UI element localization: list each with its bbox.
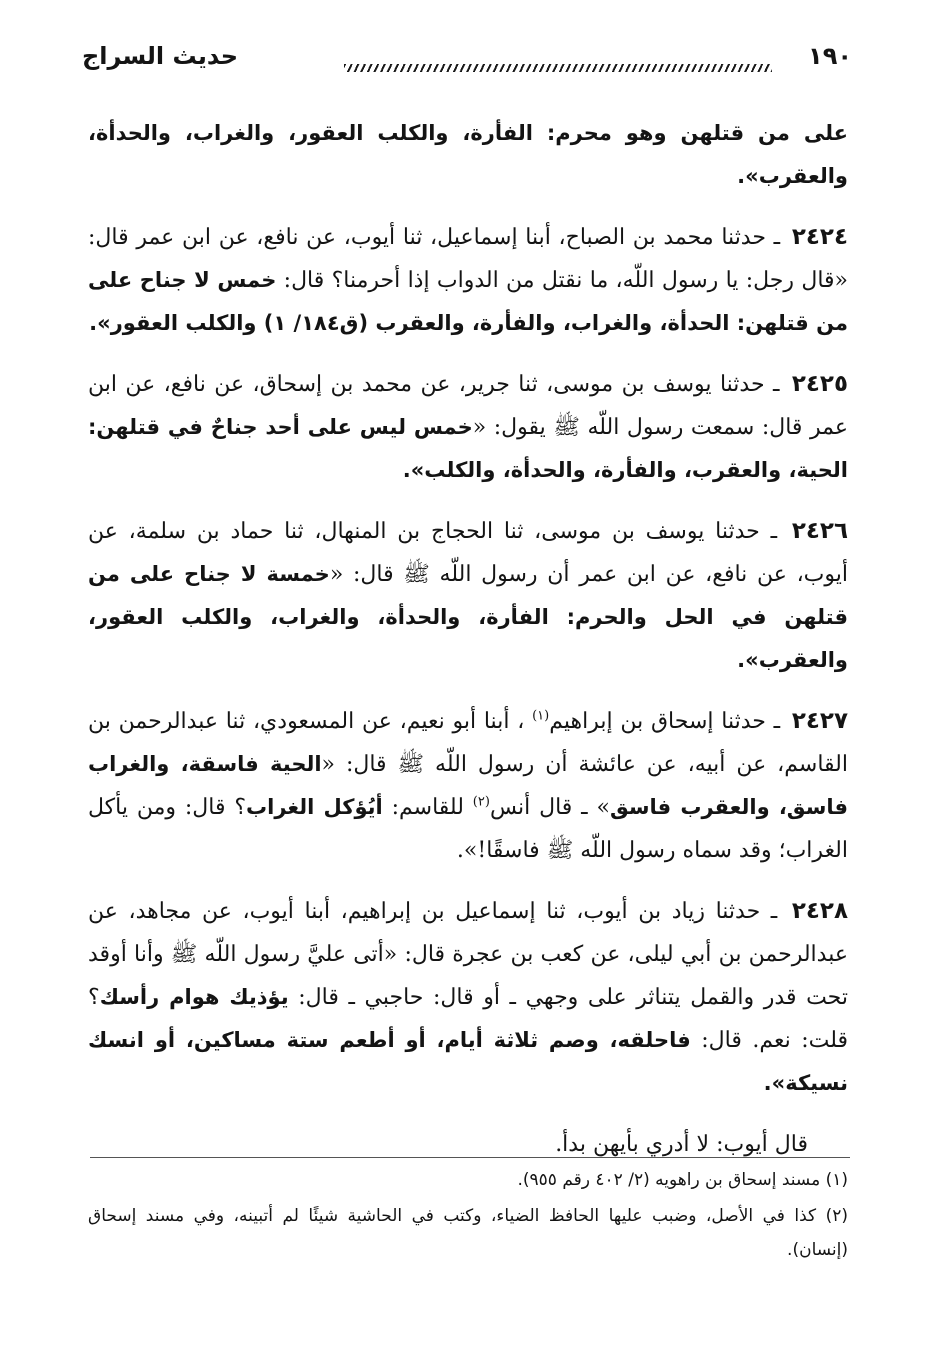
hadith-paragraph bbox=[88, 700, 848, 872]
hadith-number: ٢٤٢٧ bbox=[791, 708, 848, 734]
hadith-paragraph bbox=[88, 216, 848, 345]
prophetic-text: فاحلقه، وصم ثلاثة أيام، أو أطعم ستة مساكين، أو انسك نسيكة». bbox=[88, 1028, 848, 1095]
prophetic-text: خمس لا جناح على من قتلهن: الحدأة، والغراب، والفأرة، والعقرب (ق١٨٤/ ١) والكلب العقور». bbox=[88, 268, 848, 335]
narration-text: ـ حدثنا يوسف بن موسى، ثنا الحجاج بن المنهال، ثنا حماد بن سلمة، عن أيوب، عن نافع، عن ابن عمر أن رسول اللّه ﷺ قال: « bbox=[88, 519, 848, 587]
running-header bbox=[82, 42, 852, 82]
narration-text: ـ حدثنا محمد بن الصباح، أبنا إسماعيل، ثنا أيوب، عن نافع، عن ابن عمر قال: «قال رجل: يا رسول اللّه، ما نقتل من الدواب إذا أحرمنا؟ قال: bbox=[88, 225, 849, 293]
prophetic-text: خمس ليس على أحد جناحٌ في قتلهن: الحية، والعقرب، والفأرة، والحدأة، والكلب». bbox=[88, 415, 848, 482]
footnote: (٢) كذا في الأصل، وضبب عليها الحافظ الضياء، وكتب في الحاشية شيئًا لم أتبينه، وفي مسند إسحاق (إنسان). bbox=[88, 1206, 848, 1260]
page-number: ١٩٠ bbox=[808, 42, 852, 70]
prophetic-text: يؤذيك هوام رأسك bbox=[99, 985, 289, 1009]
narration-text: للقاسم: bbox=[382, 795, 473, 820]
hadith-number: ٢٤٢٥ bbox=[791, 371, 848, 397]
narration-text: ـ حدثنا زياد بن أيوب، ثنا إسماعيل بن إبراهيم، أبنا أيوب، عن مجاهد، عن عبدالرحمن بن أبي ليلى، عن كعب بن عجرة قال: «أتى عليَّ رسول اللّه ﷺ وأنا أوقد تحت قدر والقمل يتناثر على وجهي ـ أو قال: حاجبي ـ قال: bbox=[88, 899, 848, 1010]
header-decorative-rule bbox=[344, 64, 772, 72]
prophetic-text: على من قتلهن وهو محرم: الفأرة، والكلب العقور، والغراب، والحدأة، والعقرب». bbox=[88, 121, 848, 188]
narration-text: ؟ قال: ومن يأكل الغراب؛ وقد سماه رسول اللّه ﷺ فاسقًا!». bbox=[88, 795, 848, 863]
footnote-marker: (٢) bbox=[472, 794, 490, 810]
text-paragraph bbox=[88, 112, 848, 198]
narration-text: ؟ قلت: نعم. قال: bbox=[88, 985, 849, 1053]
narration-text: ـ حدثنا يوسف بن موسى، ثنا جرير، عن محمد بن إسحاق، عن نافع، عن ابن عمر قال: سمعت رسول اللّه ﷺ يقول: « bbox=[88, 372, 848, 440]
book-title: حديث السراج bbox=[82, 42, 239, 70]
footnote-marker: (١) bbox=[532, 708, 550, 724]
prophetic-text: أيُؤكل الغراب bbox=[246, 795, 383, 819]
narration-text: قال أيوب: لا أدري بأيهن بدأ. bbox=[555, 1132, 808, 1157]
footnote-divider bbox=[90, 1157, 850, 1158]
hadith-paragraph bbox=[88, 363, 848, 492]
hadith-number: ٢٤٢٦ bbox=[791, 518, 848, 544]
narration-text: ، أبنا أبو نعيم، عن المسعودي، ثنا عبدالرحمن بن القاسم، عن أبيه، عن عائشة أن رسول اللّه ﷺ قال: « bbox=[88, 709, 848, 777]
prophetic-text: الحية فاسقة، والغراب فاسق، والعقرب فاسق bbox=[88, 752, 849, 819]
footnote: (١) مسند إسحاق بن راهويه (٢/ ٤٠٢ رقم ٩٥٥). bbox=[517, 1170, 848, 1190]
text-paragraph bbox=[88, 1123, 848, 1166]
main-text bbox=[88, 112, 848, 1184]
prophetic-text: خمسة لا جناح على من قتلهن في الحل والحرم: الفأرة، والحدأة، والغراب، والكلب العقور، والعقرب». bbox=[88, 562, 848, 672]
hadith-number: ٢٤٢٨ bbox=[791, 898, 849, 924]
narration-text: ـ حدثنا إسحاق بن إبراهيم bbox=[549, 709, 781, 734]
footnotes bbox=[88, 1163, 848, 1269]
narration-text: » ـ قال أنس bbox=[489, 795, 610, 820]
hadith-paragraph bbox=[88, 510, 848, 682]
hadith-number: ٢٤٢٤ bbox=[791, 224, 848, 250]
hadith-paragraph bbox=[88, 890, 848, 1105]
